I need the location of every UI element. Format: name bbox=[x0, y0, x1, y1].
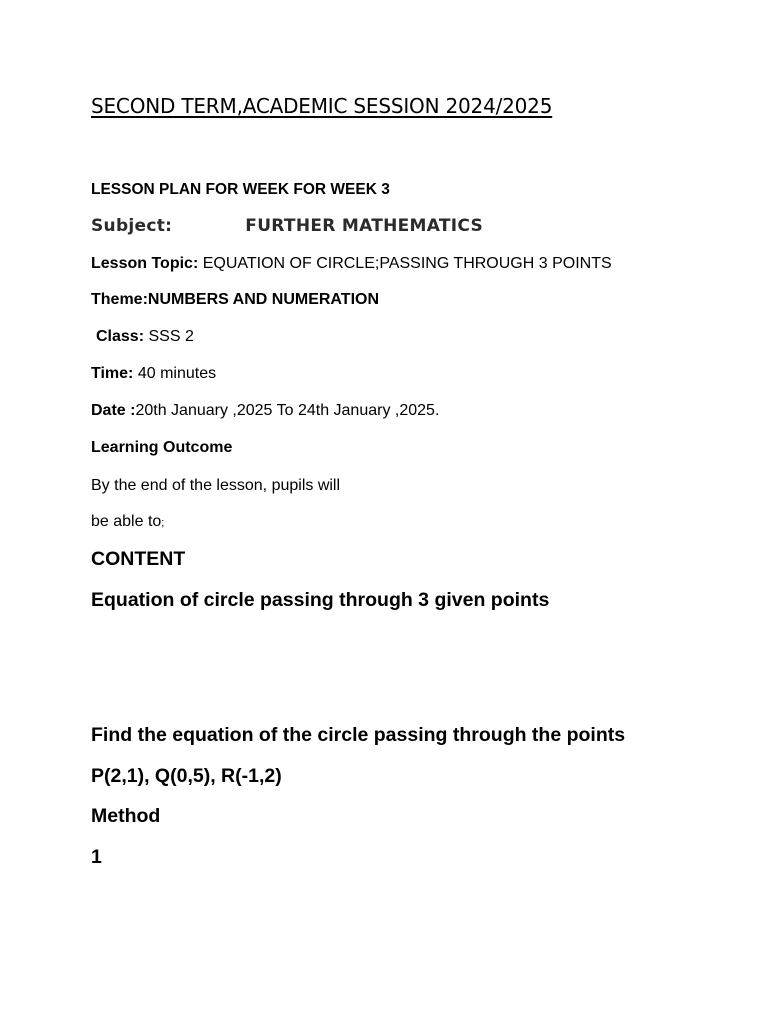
lesson-topic-line bbox=[91, 255, 612, 273]
learning-outcome-line-2-end: ; bbox=[161, 517, 165, 529]
date-label: Date : bbox=[91, 402, 136, 419]
lesson-plan-title: LESSON PLAN FOR WEEK FOR WEEK 3 bbox=[91, 181, 390, 198]
learning-outcome-line-1: By the end of the lesson, pupils will bbox=[91, 477, 341, 494]
time-value: 40 minutes bbox=[133, 365, 217, 382]
learning-outcome-heading: Learning Outcome bbox=[91, 439, 233, 456]
class-label: Class: bbox=[96, 328, 145, 345]
subject-label: Subject: bbox=[91, 216, 173, 236]
time-label: Time: bbox=[91, 365, 134, 382]
lesson-topic-value: EQUATION OF CIRCLE;PASSING THROUGH 3 POINTS bbox=[198, 255, 612, 272]
lesson-topic-label: Lesson Topic: bbox=[91, 255, 199, 272]
class-value: SSS 2 bbox=[144, 328, 194, 345]
subject-line bbox=[91, 216, 483, 236]
date-value: 20th January ,2025 To 24th January ,2025. bbox=[135, 402, 440, 419]
method-label: Method bbox=[91, 805, 161, 827]
theme-value: NUMBERS AND NUMERATION bbox=[147, 291, 380, 308]
content-subheading: Equation of circle passing through 3 given points bbox=[91, 589, 550, 611]
theme-line bbox=[91, 291, 379, 309]
learning-outcome-line-2-text: be able to bbox=[91, 513, 162, 530]
time-line bbox=[91, 365, 216, 383]
class-line bbox=[96, 328, 194, 346]
learning-outcome-line-2 bbox=[91, 513, 164, 531]
question-points: P(2,1), Q(0,5), R(-1,2) bbox=[91, 765, 282, 787]
subject-value: FURTHER MATHEMATICS bbox=[245, 216, 484, 236]
content-heading: CONTENT bbox=[91, 548, 186, 570]
theme-label: Theme: bbox=[91, 291, 148, 308]
method-number: 1 bbox=[91, 846, 102, 868]
date-line bbox=[91, 402, 439, 420]
question-text: Find the equation of the circle passing through the points bbox=[91, 724, 626, 746]
session-heading: SECOND TERM,ACADEMIC SESSION 2024/2025 bbox=[91, 94, 553, 118]
